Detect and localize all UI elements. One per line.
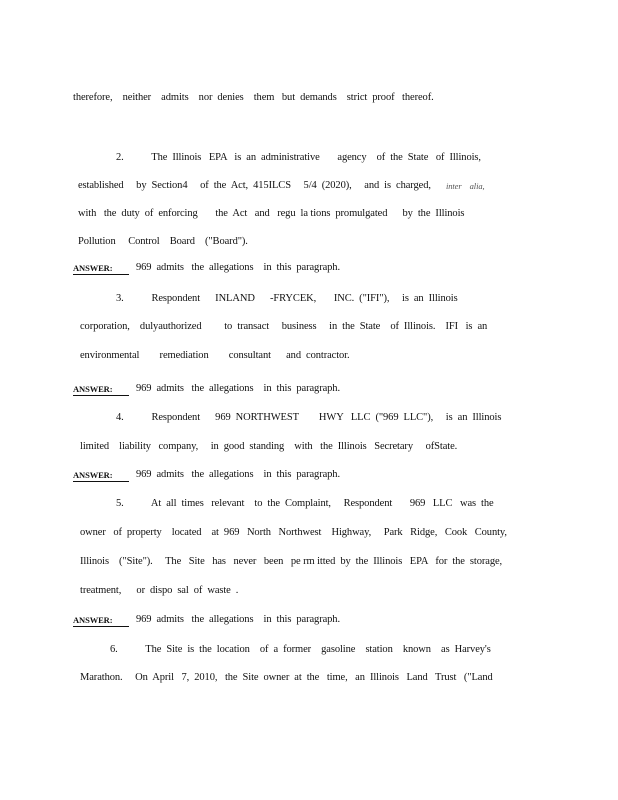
answer-text: 969 admits the allegations in this paragraph. bbox=[136, 614, 340, 625]
paragraph-5-line: Illinois ("Site"). The Site has never been pe rm itted by the Illinois EPA for the storage, bbox=[80, 556, 503, 567]
paragraph-3-line: corporation, dulyauthorized to transact business in the State of Illinois. IFI is an bbox=[80, 321, 488, 332]
answer-text: 969 admits the allegations in this paragraph. bbox=[136, 262, 340, 273]
text-line: therefore, neither admits nor denies them but demands strict proof thereof. bbox=[73, 92, 434, 103]
answer-label: ANSWER: bbox=[73, 615, 113, 625]
paragraph-3-line: environmental remediation consultant and contractor. bbox=[80, 350, 350, 361]
paragraph-2-line: 2. The Illinois EPA is an administrative agency of the State of Illinois, bbox=[116, 152, 481, 163]
paragraph-5-line: treatment, or dispo sal of waste . bbox=[80, 585, 239, 596]
answer-text: 969 admits the allegations in this paragraph. bbox=[136, 469, 340, 480]
paragraph-2-italic: inter alia, bbox=[446, 181, 485, 191]
paragraph-4-line: 4. Respondent 969 NORTHWEST HWY LLC ("969 LLC"), is an Illinois bbox=[116, 412, 502, 423]
paragraph-5-line: 5. At all times relevant to the Complaint, Respondent 969 LLC was the bbox=[116, 498, 494, 509]
answer-text: 969 admits the allegations in this paragraph. bbox=[136, 383, 340, 394]
paragraph-2-line: Pollution Control Board ("Board"). bbox=[78, 236, 248, 247]
paragraph-5-line: owner of property located at 969 North Northwest Highway, Park Ridge, Cook County, bbox=[80, 527, 507, 538]
answer-label: ANSWER: bbox=[73, 263, 113, 273]
answer-underline bbox=[73, 274, 129, 275]
paragraph-2-line: established by Section4 of the Act, 415ILCS 5/4 (2020), and is charged, bbox=[78, 180, 431, 191]
paragraph-4-line: limited liability company, in good standing with the Illinois Secretary ofState. bbox=[80, 441, 458, 452]
answer-label: ANSWER: bbox=[73, 470, 113, 480]
paragraph-6-line: 6. The Site is the location of a former gasoline station known as Harvey's bbox=[110, 644, 491, 655]
paragraph-3-line: 3. Respondent INLAND -FRYCEK, INC. ("IFI"), is an Illinois bbox=[116, 293, 458, 304]
answer-underline bbox=[73, 395, 129, 396]
answer-underline bbox=[73, 481, 129, 482]
paragraph-6-line: Marathon. On April 7, 2010, the Site owner at the time, an Illinois Land Trust ("Land bbox=[80, 672, 493, 683]
answer-underline bbox=[73, 626, 129, 627]
paragraph-2-line: with the duty of enforcing the Act and regu la tions promulgated by the Illinois bbox=[78, 208, 465, 219]
answer-label: ANSWER: bbox=[73, 384, 113, 394]
